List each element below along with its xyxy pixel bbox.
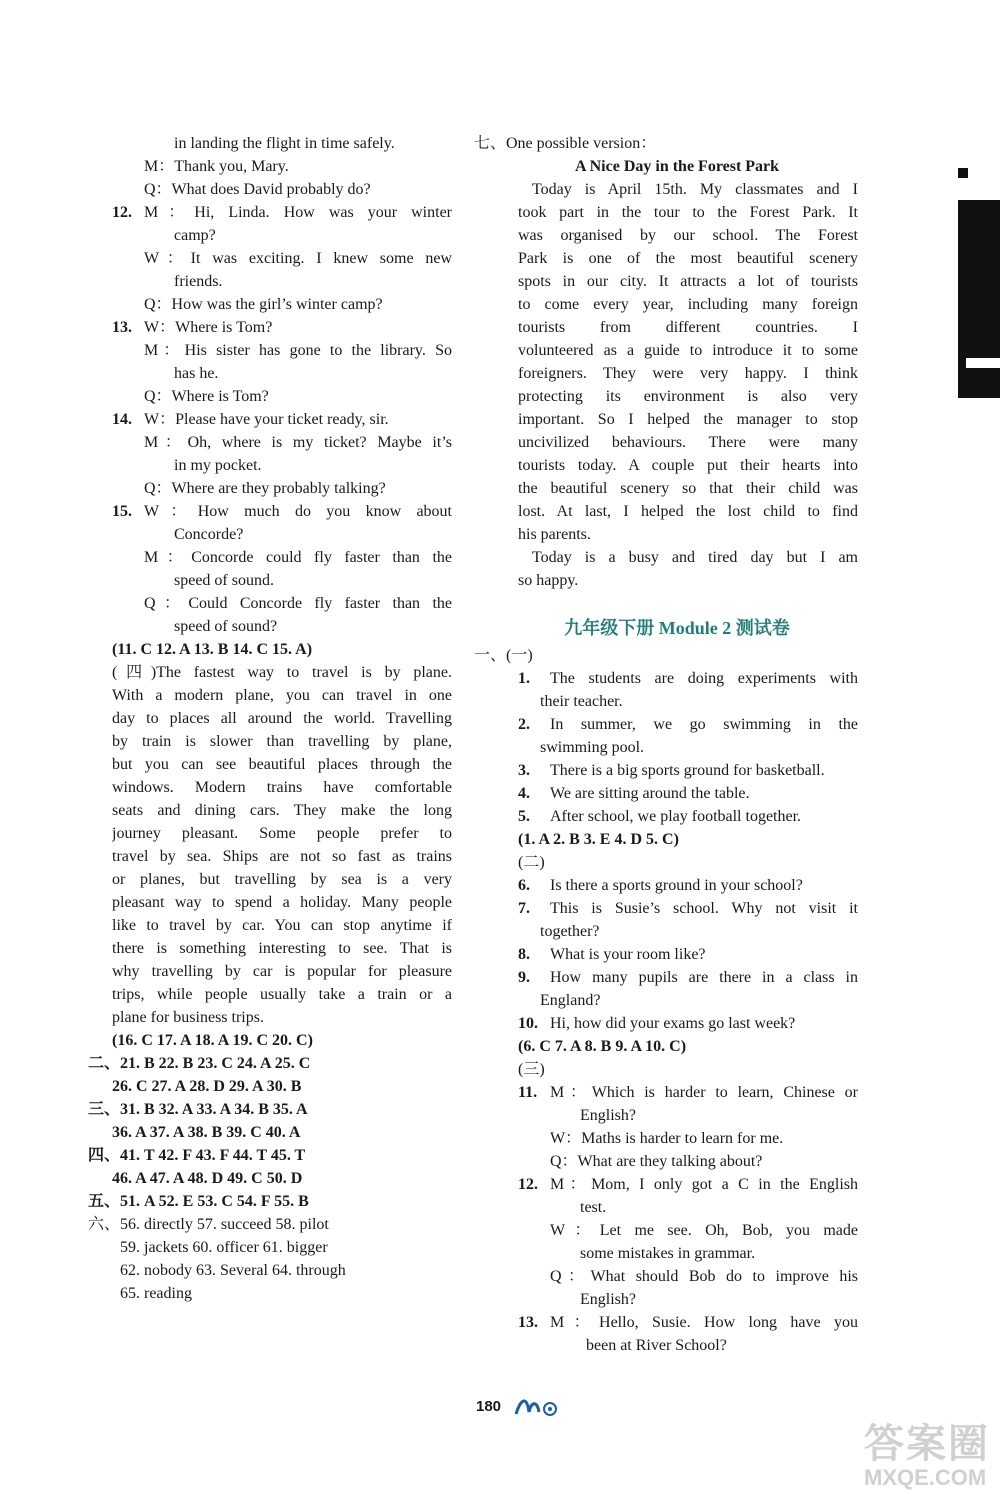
text-line: swimming pool. xyxy=(540,739,645,756)
question-text: In summer, we go swimming in the xyxy=(550,716,858,733)
text-line: Park is one of the most beautiful scenery xyxy=(518,250,858,267)
question-text: Is there a sports ground in your school? xyxy=(550,877,803,894)
question-text: We are sitting around the table. xyxy=(550,785,750,802)
text-line: to come every year, including many foreign xyxy=(518,296,858,313)
essay-title: A Nice Day in the Forest Park xyxy=(574,158,780,175)
question-number: 11. xyxy=(518,1084,538,1101)
question-number: 5. xyxy=(518,808,530,825)
question-text: W：Where is Tom? xyxy=(144,319,273,336)
watermark-url: MXQE.COM xyxy=(864,1465,987,1490)
text-line: or planes, but travelling by sea is a very xyxy=(112,871,452,888)
text-line: some mistakes in grammar. xyxy=(580,1245,756,1262)
text-line: there is something interesting to see. That is xyxy=(112,940,452,957)
text-line: Q：What does David probably do? xyxy=(144,181,371,198)
text-line: Q：Where is Tom? xyxy=(144,388,269,405)
text-line xyxy=(518,897,858,920)
question-text: What is your room like? xyxy=(550,946,706,963)
text-line: in my pocket. xyxy=(174,457,262,474)
text-line: England? xyxy=(540,992,601,1009)
question-number: 8. xyxy=(518,946,530,963)
text-line: 26. C 27. A 28. D 29. A 30. B xyxy=(112,1078,302,1095)
text-line: lost. At last, I helped the lost child to find xyxy=(518,503,858,520)
text-line: 36. A 37. A 38. B 39. C 40. A xyxy=(112,1124,301,1141)
watermark xyxy=(864,1412,994,1502)
text-line: (二) xyxy=(518,854,545,871)
text-line: friends. xyxy=(174,273,223,290)
text-line: speed of sound? xyxy=(174,618,278,635)
watermark-text: 答案圈 xyxy=(864,1422,990,1466)
question-text: M：Mom, I only got a C in the English xyxy=(550,1176,858,1193)
text-line: pleasant way to spend a holiday. Many people xyxy=(112,894,452,911)
question-number: 14. xyxy=(112,411,132,428)
text-line: Q：What should Bob do to improve his xyxy=(550,1268,858,1285)
text-line: 一、(一) xyxy=(474,647,533,664)
text-line xyxy=(112,408,452,431)
question-text: After school, we play football together. xyxy=(550,808,802,825)
text-line: 三、31. B 32. A 33. A 34. B 35. A xyxy=(88,1101,308,1118)
text-line: With a modern plane, you can travel in one xyxy=(112,687,452,704)
question-text: M：Which is harder to learn, Chinese or xyxy=(550,1084,858,1101)
text-line: tourists from different countries. I xyxy=(518,319,858,336)
question-number: 4. xyxy=(518,785,530,802)
spacer xyxy=(496,592,858,612)
text-line: 六、56. directly 57. succeed 58. pilot xyxy=(88,1216,329,1233)
question-number: 15. xyxy=(112,503,132,520)
publisher-logo-icon xyxy=(513,1392,559,1418)
text-line xyxy=(518,943,858,966)
text-line: took part in the tour to the Forest Park. It xyxy=(518,204,858,221)
question-number: 13. xyxy=(112,319,132,336)
text-line: why travelling by car is popular for pleasure xyxy=(112,963,452,980)
question-text: W：How much do you know about xyxy=(144,503,452,520)
text-line: was organised by our school. The Forest xyxy=(518,227,858,244)
text-line: (四)The fastest way to travel is by plane. xyxy=(112,664,452,681)
question-number: 13. xyxy=(518,1314,538,1331)
text-line: Q：What are they talking about? xyxy=(550,1153,763,1170)
question-text: Hi, how did your exams go last week? xyxy=(550,1015,796,1032)
text-line: windows. Modern trains have comfortable xyxy=(112,779,452,796)
text-line: tourists today. A couple put their hearts into xyxy=(518,457,858,474)
text-line xyxy=(518,1311,858,1334)
text-line: protecting its environment is also very xyxy=(518,388,858,405)
text-line: test. xyxy=(580,1199,607,1216)
text-line: plane for business trips. xyxy=(112,1009,264,1026)
text-line: Q：Where are they probably talking? xyxy=(144,480,386,497)
question-number: 9. xyxy=(518,969,530,986)
text-line: W：It was exciting. I knew some new xyxy=(144,250,452,267)
text-line: like to travel by car. You can stop anytime if xyxy=(112,917,452,934)
text-line: (三) xyxy=(518,1061,545,1078)
question-text: The students are doing experiments with xyxy=(550,670,858,687)
text-line xyxy=(518,1081,858,1104)
text-line xyxy=(518,667,858,690)
question-number: 6. xyxy=(518,877,530,894)
text-line xyxy=(518,713,858,736)
text-line: 65. reading xyxy=(120,1285,192,1302)
text-line: his parents. xyxy=(518,526,591,543)
question-number: 7. xyxy=(518,900,530,917)
question-number: 1. xyxy=(518,670,530,687)
text-line: (11. C 12. A 13. B 14. C 15. A) xyxy=(112,641,313,658)
text-line: 五、51. A 52. E 53. C 54. F 55. B xyxy=(88,1193,309,1210)
text-line: speed of sound. xyxy=(174,572,274,589)
question-text: M：Hi, Linda. How was your winter xyxy=(144,204,452,221)
text-line: foreigners. They were very happy. I think xyxy=(518,365,858,382)
question-number: 2. xyxy=(518,716,530,733)
question-text: This is Susie’s school. Why not visit it xyxy=(550,900,858,917)
text-line: W：Maths is harder to learn for me. xyxy=(550,1130,784,1147)
text-line: W：Let me see. Oh, Bob, you made xyxy=(550,1222,858,1239)
text-line: (16. C 17. A 18. A 19. C 20. C) xyxy=(112,1032,313,1049)
text-line: 46. A 47. A 48. D 49. C 50. D xyxy=(112,1170,303,1187)
right-column xyxy=(474,132,858,1357)
text-line: trips, while people usually take a train or a xyxy=(112,986,452,1003)
text-line xyxy=(518,782,858,805)
text-line: journey pleasant. Some people prefer to xyxy=(112,825,452,842)
text-line: but you can see beautiful places through the xyxy=(112,756,452,773)
question-text: How many pupils are there in a class in xyxy=(550,969,858,986)
text-line: English? xyxy=(580,1291,636,1308)
text-line: volunteered as a guide to introduce it to some xyxy=(518,342,858,359)
text-line: uncivilized behaviours. There were many xyxy=(518,434,858,451)
text-line: camp? xyxy=(174,227,216,244)
text-line: by train is slower than travelling by plane, xyxy=(112,733,452,750)
text-line: 四、41. T 42. F 43. F 44. T 45. T xyxy=(88,1147,306,1164)
left-column xyxy=(88,132,452,1305)
text-line: 59. jackets 60. officer 61. bigger xyxy=(120,1239,328,1256)
question-text: There is a big sports ground for basketball. xyxy=(550,762,825,779)
text-line: 七、One possible version： xyxy=(474,135,657,152)
text-line: has he. xyxy=(174,365,219,382)
text-line: so happy. xyxy=(518,572,579,589)
text-line xyxy=(518,759,858,782)
page-edge-tab xyxy=(958,160,1000,398)
text-line xyxy=(112,316,452,339)
text-line xyxy=(518,1012,858,1035)
text-line xyxy=(518,805,858,828)
text-line: M：Concorde could fly faster than the xyxy=(144,549,452,566)
text-line xyxy=(518,966,858,989)
text-line xyxy=(112,500,452,523)
text-line: spots in our city. It attracts a lot of tourists xyxy=(518,273,858,290)
text-line: (6. C 7. A 8. B 9. A 10. C) xyxy=(518,1038,687,1055)
text-line: important. So I helped the manager to stop xyxy=(518,411,858,428)
text-line: Q：How was the girl’s winter camp? xyxy=(144,296,383,313)
text-line: the beautiful scenery so that their child was xyxy=(518,480,858,497)
question-text: M：Hello, Susie. How long have you xyxy=(550,1314,858,1331)
question-text: W：Please have your ticket ready, sir. xyxy=(144,411,389,428)
text-line: been at River School? xyxy=(586,1337,727,1354)
section-title: 九年级下册 Module 2 测试卷 xyxy=(564,618,790,638)
text-line: M：Thank you, Mary. xyxy=(144,158,289,175)
text-line: travel by sea. Ships are not so fast as trains xyxy=(112,848,452,865)
text-line xyxy=(518,1173,858,1196)
text-line: 62. nobody 63. Several 64. through xyxy=(120,1262,346,1279)
text-line: M：His sister has gone to the library. So xyxy=(144,342,452,359)
text-line: in landing the flight in time safely. xyxy=(174,135,395,152)
question-number: 10. xyxy=(518,1015,538,1032)
text-line: M：Oh, where is my ticket? Maybe it’s xyxy=(144,434,452,451)
page-number: 180 xyxy=(476,1398,502,1415)
text-line: Today is April 15th. My classmates and I xyxy=(532,181,858,198)
question-number: 12. xyxy=(112,204,132,221)
text-line: together? xyxy=(540,923,600,940)
text-line: their teacher. xyxy=(540,693,623,710)
text-line: 二、21. B 22. B 23. C 24. A 25. C xyxy=(88,1055,311,1072)
text-line xyxy=(112,201,452,224)
text-line: (1. A 2. B 3. E 4. D 5. C) xyxy=(518,831,679,848)
text-line: English? xyxy=(580,1107,636,1124)
text-line: Concorde? xyxy=(174,526,244,543)
question-number: 12. xyxy=(518,1176,538,1193)
text-line xyxy=(518,874,858,897)
question-number: 3. xyxy=(518,762,530,779)
text-line: day to places all around the world. Travelling xyxy=(112,710,452,727)
text-line: Q：Could Concorde fly faster than the xyxy=(144,595,452,612)
text-line: seats and dining cars. They make the long xyxy=(112,802,452,819)
text-line: Today is a busy and tired day but I am xyxy=(532,549,858,566)
